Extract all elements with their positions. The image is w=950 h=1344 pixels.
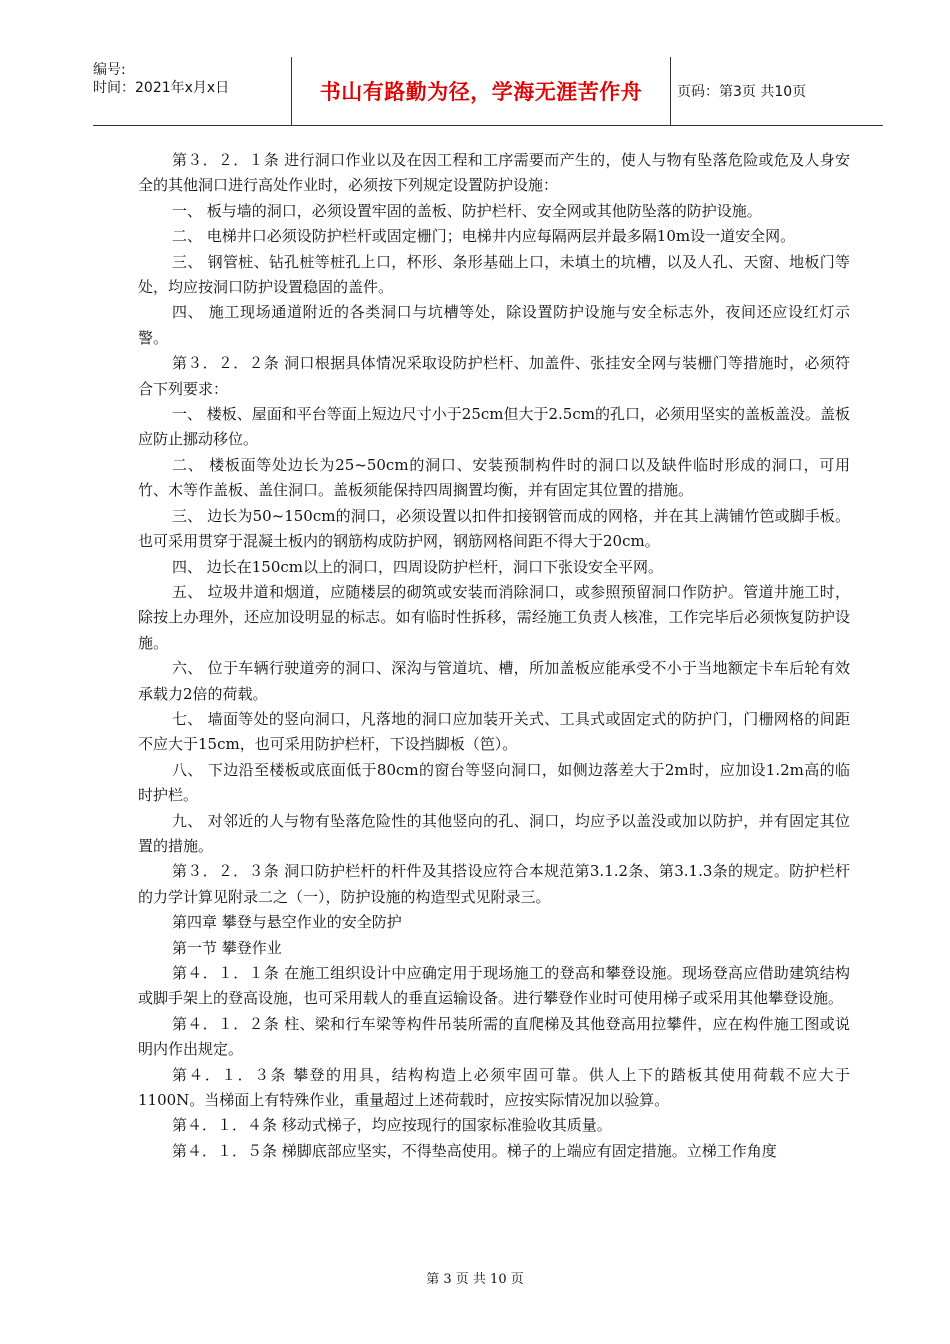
paragraph: 二、 楼板面等处边长为25~50cm的洞口、安装预制构件时的洞口以及缺件临时形成的洞口，可用竹、木等作盖板、盖住洞口。盖板须能保持四周搁置均衡，并有固定其位置的措施。 bbox=[138, 455, 850, 500]
header-page-indicator: 页码：第3页 共10页 bbox=[677, 84, 807, 100]
header-motto: 书山有路勤为径，学海无涯苦作舟 bbox=[291, 57, 671, 125]
paragraph: 八、 下边沿至楼板或底面低于80cm的窗台等竖向洞口，如侧边落差大于2m时，应加设1.2m高的临时护栏。 bbox=[138, 760, 850, 805]
paragraph: 七、 墙面等处的竖向洞口，凡落地的洞口应加装开关式、工具式或固定式的防护门，门栅网格的间距不应大于15cm，也可采用防护栏杆，下设挡脚板（笆）。 bbox=[138, 709, 850, 754]
paragraph: 第３．２．１条 进行洞口作业以及在因工程和工序需要而产生的，使人与物有坠落危险或危及人身安全的其他洞口进行高处作业时，必须按下列规定设置防护设施： bbox=[138, 151, 850, 195]
paragraph: 第４．１．１条 在施工组织设计中应确定用于现场施工的登高和攀登设施。现场登高应借助建筑结构或脚手架上的登高设施，也可采用载人的垂直运输设备。进行攀登作业时可使用梯子或采用其他攀登设施。 bbox=[138, 964, 850, 1008]
paragraph: 一、 楼板、屋面和平台等面上短边尺寸小于25cm但大于2.5cm的孔口，必须用坚实的盖板盖没。盖板应防止挪动移位。 bbox=[138, 405, 850, 449]
chapter-heading: 第四章 攀登与悬空作业的安全防护 bbox=[172, 913, 402, 932]
paragraph: 第３．２．３条 洞口防护栏杆的杆件及其搭设应符合本规范第3.1.2条、第3.1.3条的规定。防护栏杆的力学计算见附录二之（一），防护设施的构造型式见附录三。 bbox=[138, 862, 850, 906]
page-footer: 第 3 页 共 10 页 bbox=[426, 1272, 524, 1287]
document-body bbox=[138, 148, 850, 1164]
paragraph: 三、 钢管桩、钻孔桩等桩孔上口，杯形、条形基础上口，未填土的坑槽，以及人孔、天窗、地板门等处，均应按洞口防护设置稳固的盖件。 bbox=[138, 252, 850, 297]
paragraph: 第４．１．５条 梯脚底部应坚实，不得垫高使用。梯子的上端应有固定措施。立梯工作角度 bbox=[172, 1141, 777, 1160]
paragraph: 第４．１．３条 攀登的用具，结构构造上必须牢固可靠。供人上下的踏板其使用荷载不应大于1100N。当梯面上有特殊作业，重量超过上述荷载时，应按实际情况加以验算。 bbox=[138, 1065, 850, 1110]
paragraph: 三、 边长为50~150cm的洞口，必须设置以扣件扣接钢管而成的网格，并在其上满铺竹笆或脚手板。也可采用贯穿于混凝土板内的钢筋构成防护网，钢筋网格间距不得大于20cm。 bbox=[138, 506, 850, 551]
paragraph: 四、 施工现场通道附近的各类洞口与坑槽等处，除设置防护设施与安全标志外，夜间还应设红灯示警。 bbox=[138, 303, 850, 347]
paragraph: 六、 位于车辆行驶道旁的洞口、深沟与管道坑、槽，所加盖板应能承受不小于当地额定卡车后轮有效承载力2倍的荷载。 bbox=[138, 659, 850, 703]
paragraph: 一、 板与墙的洞口，必须设置牢固的盖板、防护栏杆、安全网或其他防坠落的防护设施。 bbox=[172, 201, 762, 220]
paragraph: 第４．１．２条 柱、梁和行车梁等构件吊装所需的直爬梯及其他登高用拉攀件，应在构件施工图或说明内作出规定。 bbox=[138, 1014, 850, 1059]
page-header bbox=[93, 57, 883, 126]
paragraph: 第３．２．２条 洞口根据具体情况采取设防护栏杆、加盖件、张挂安全网与装栅门等措施时，必须符合下列要求： bbox=[138, 354, 850, 398]
header-meta bbox=[93, 61, 291, 125]
paragraph: 第４．１．４条 移动式梯子，均应按现行的国家标准验收其质量。 bbox=[172, 1116, 612, 1135]
section-heading: 第一节 攀登作业 bbox=[172, 938, 282, 957]
document-number-label: 编号: bbox=[93, 62, 126, 78]
document-time-label: 时间：2021年x月x日 bbox=[93, 80, 230, 96]
paragraph: 九、 对邻近的人与物有坠落危险性的其他竖向的孔、洞口，均应予以盖没或加以防护，并有固定其位置的措施。 bbox=[138, 811, 850, 855]
paragraph: 二、 电梯井口必须设防护栏杆或固定栅门；电梯井内应每隔两层并最多隔10m设一道安全网。 bbox=[172, 227, 796, 246]
paragraph: 五、 垃圾井道和烟道，应随楼层的砌筑或安装而消除洞口，或参照预留洞口作防护。管道井施工时，除按上办理外，还应加设明显的标志。如有临时性拆移，需经施工负责人核准，工作完毕后必须恢复防护设施。 bbox=[138, 582, 850, 652]
paragraph: 四、 边长在150cm以上的洞口，四周设防护栏杆，洞口下张设安全平网。 bbox=[172, 557, 664, 576]
